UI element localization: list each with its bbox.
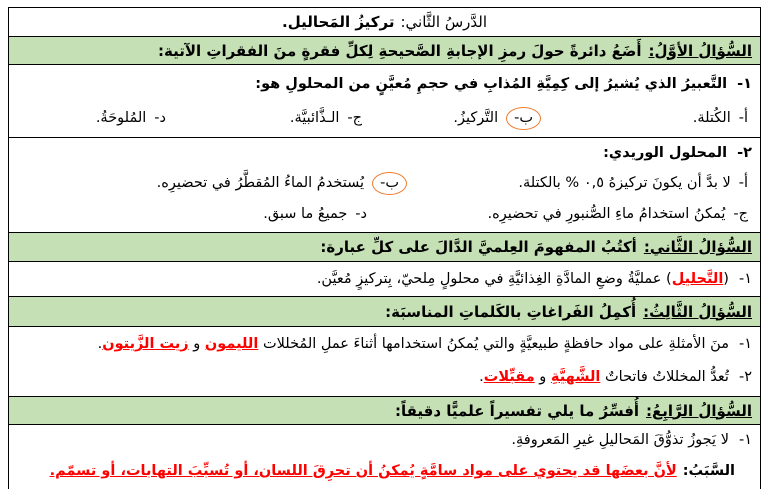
question-2-instruction: أكتُبُ المفهومَ العِلميَّ الدَّالَ على كلِّ عبارة: — [320, 238, 637, 256]
question-3-header — [9, 297, 760, 327]
question-2-label: السُّؤالُ الثَّاني: — [643, 238, 752, 256]
question-1-item-1-option-b-text: التَّركيزُ. — [453, 110, 499, 126]
question-1-item-2-option-a-text: لا بدَّ أن يكونَ تركيزهُ ٠,٥ % بالكتلة. — [518, 175, 731, 191]
question-3-item-2-number: ٢- — [738, 369, 752, 385]
question-3-item-2-answer-2: مقبِّلات — [483, 369, 535, 385]
question-1-item-2-option-a — [518, 171, 748, 195]
question-4-instruction: أُفسِّرُ ما يلي تفسيراً علميًّا دقيقاً: — [394, 401, 640, 420]
question-1-item-1-option-c — [290, 106, 362, 130]
question-1-item-2 — [9, 138, 760, 233]
question-1-header — [9, 37, 760, 65]
question-1-item-1-option-a — [693, 106, 748, 130]
question-1-item-2-option-d — [263, 202, 367, 226]
question-1-item-1-option-c-text: الـذَّائبيَّة. — [289, 110, 340, 126]
question-1-item-2-option-b-text: يُستخدمُ الماءُ المُقطَّرُ في تحضيرِه. — [156, 175, 365, 191]
question-1-item-2-option-c-text: يُمكنُ استخدامُ ماءِ الصُّنبورِ في تحضيرِه. — [487, 206, 726, 222]
question-1-instruction: أَضَعُ دائرةً حولَ رمزِ الإجابةِ الصَّحيحةِ لِكلِّ فقرةٍ منَ الفقراتِ الآتية: — [157, 41, 642, 60]
question-1-item-1-number: ١- — [737, 76, 752, 92]
question-2-item-1-line — [317, 267, 752, 291]
question-1-item-1-option-b-letter: ب- — [506, 107, 541, 130]
question-4-header — [9, 397, 760, 425]
question-2-item-1 — [9, 262, 760, 297]
question-1-item-2-option-a-letter: أ- — [738, 175, 748, 191]
question-3-item-2-end: . — [479, 369, 484, 385]
question-1-item-2-option-d-letter: د- — [355, 206, 367, 222]
question-4-item-1-statement — [511, 428, 752, 452]
question-3-instruction: أُكمِلُ الفَراغاتِ بالكَلماتِ المناسبَة: — [385, 302, 637, 321]
question-1-item-1-option-c-letter: ج- — [347, 110, 362, 126]
question-1-item-2-option-b — [157, 171, 407, 195]
question-2-item-1-paren-open: ( — [723, 271, 729, 287]
question-2-item-1-number: ١- — [738, 271, 752, 287]
question-1-item-1-option-a-letter: أ- — [738, 110, 748, 126]
question-1-item-1-stem — [255, 72, 752, 96]
question-4-item-1-reason — [50, 459, 735, 483]
question-2-header — [9, 233, 760, 262]
question-1-item-2-option-c-letter: ج- — [733, 206, 748, 222]
question-4-label: السُّؤالُ الرَّابِعُ: — [646, 401, 752, 420]
question-3-label: السُّؤالُ الثَّالِثُ: — [643, 302, 752, 321]
question-1-item-2-number: ٢- — [737, 145, 752, 161]
question-1-item-2-option-d-text: جميعُ ما سبق. — [263, 206, 348, 222]
question-1-item-1-option-b — [453, 106, 541, 130]
question-3-item-1 — [98, 332, 752, 356]
question-4-item-1-reason-label: السَّبَبُ: — [682, 463, 735, 479]
question-1-item-1-option-a-text: الكُتلة. — [692, 110, 731, 126]
question-3-item-2-joiner: و — [539, 369, 547, 385]
question-3-item-1-answer-1: الليمون — [204, 336, 259, 352]
question-3-item-1-text: منَ الأمثلةِ على مواد حافظةٍ طبيعيَّةٍ والتي يُمكنُ استخدامها أثناءَ عملِ المُخللات — [262, 336, 729, 352]
question-4-item-1 — [9, 425, 760, 489]
question-3-item-1-number: ١- — [738, 336, 752, 352]
lesson-label: الدَّرسُ الثَّاني: — [400, 13, 487, 31]
question-1-item-2-stem — [603, 141, 752, 165]
question-3-item-2-text: تُعدُّ المخللاتُ فاتحاتٌ — [605, 369, 729, 385]
lesson-title-row — [9, 8, 760, 37]
lesson-title: تركيزُ المَحاليل. — [282, 13, 395, 31]
question-1-item-1-option-d-text: المُلوحَةُ. — [95, 110, 147, 126]
question-1-item-1-option-d-letter: د- — [154, 110, 166, 126]
question-2-item-1-paren-close: ) — [666, 271, 672, 287]
question-2-item-1-answer: التَّحليل — [671, 271, 724, 287]
question-3-item-2 — [479, 365, 752, 389]
question-1-item-2-option-b-letter: ب- — [372, 172, 407, 195]
question-4-item-1-number: ١- — [738, 432, 752, 448]
question-1-item-1-stem-text: التَّعبيرُ الذي يُشيرُ إلى كِمِيَّةِ المُذابِ في حجمِ مُعيَّنٍ من المحلولِ هو: — [255, 76, 728, 92]
question-3-item-1-answer-2: زيت الزَّيتون — [102, 336, 189, 352]
question-3-item-1-end: . — [97, 336, 103, 352]
question-3-item-2-answer-1: الشَّهيَّةِ — [550, 369, 601, 385]
question-1-item-2-option-c — [488, 202, 748, 226]
question-3-item-1-joiner: و — [193, 336, 201, 352]
worksheet-table — [8, 7, 761, 489]
question-1-item-1-option-d — [96, 106, 166, 130]
question-1-item-1 — [9, 65, 760, 138]
question-1-item-2-stem-text: المحلول الوريدي: — [603, 145, 728, 161]
question-4-item-1-text: لا يَجوزُ تذوُّقَ المَحاليلِ غيرِ المَعروفةِ. — [511, 432, 729, 448]
question-2-item-1-text: عمليَّةُ وضعِ المادَّةِ الغِذائيَّةِ في محلولٍ مِلحيّ، بِتركيزٍ مُعيَّن. — [316, 271, 662, 287]
question-1-label: السُّؤالُ الأوَّلُ: — [648, 41, 752, 60]
question-3-items — [9, 327, 760, 397]
question-4-item-1-reason-answer: لأنَّ بعضَها قد يحتوي على مواد سامَّةٍ يُمكنُ أن تحرِقَ اللسان، أو تُسبِّبَ التهابات، أو تسمّم. — [49, 463, 677, 479]
